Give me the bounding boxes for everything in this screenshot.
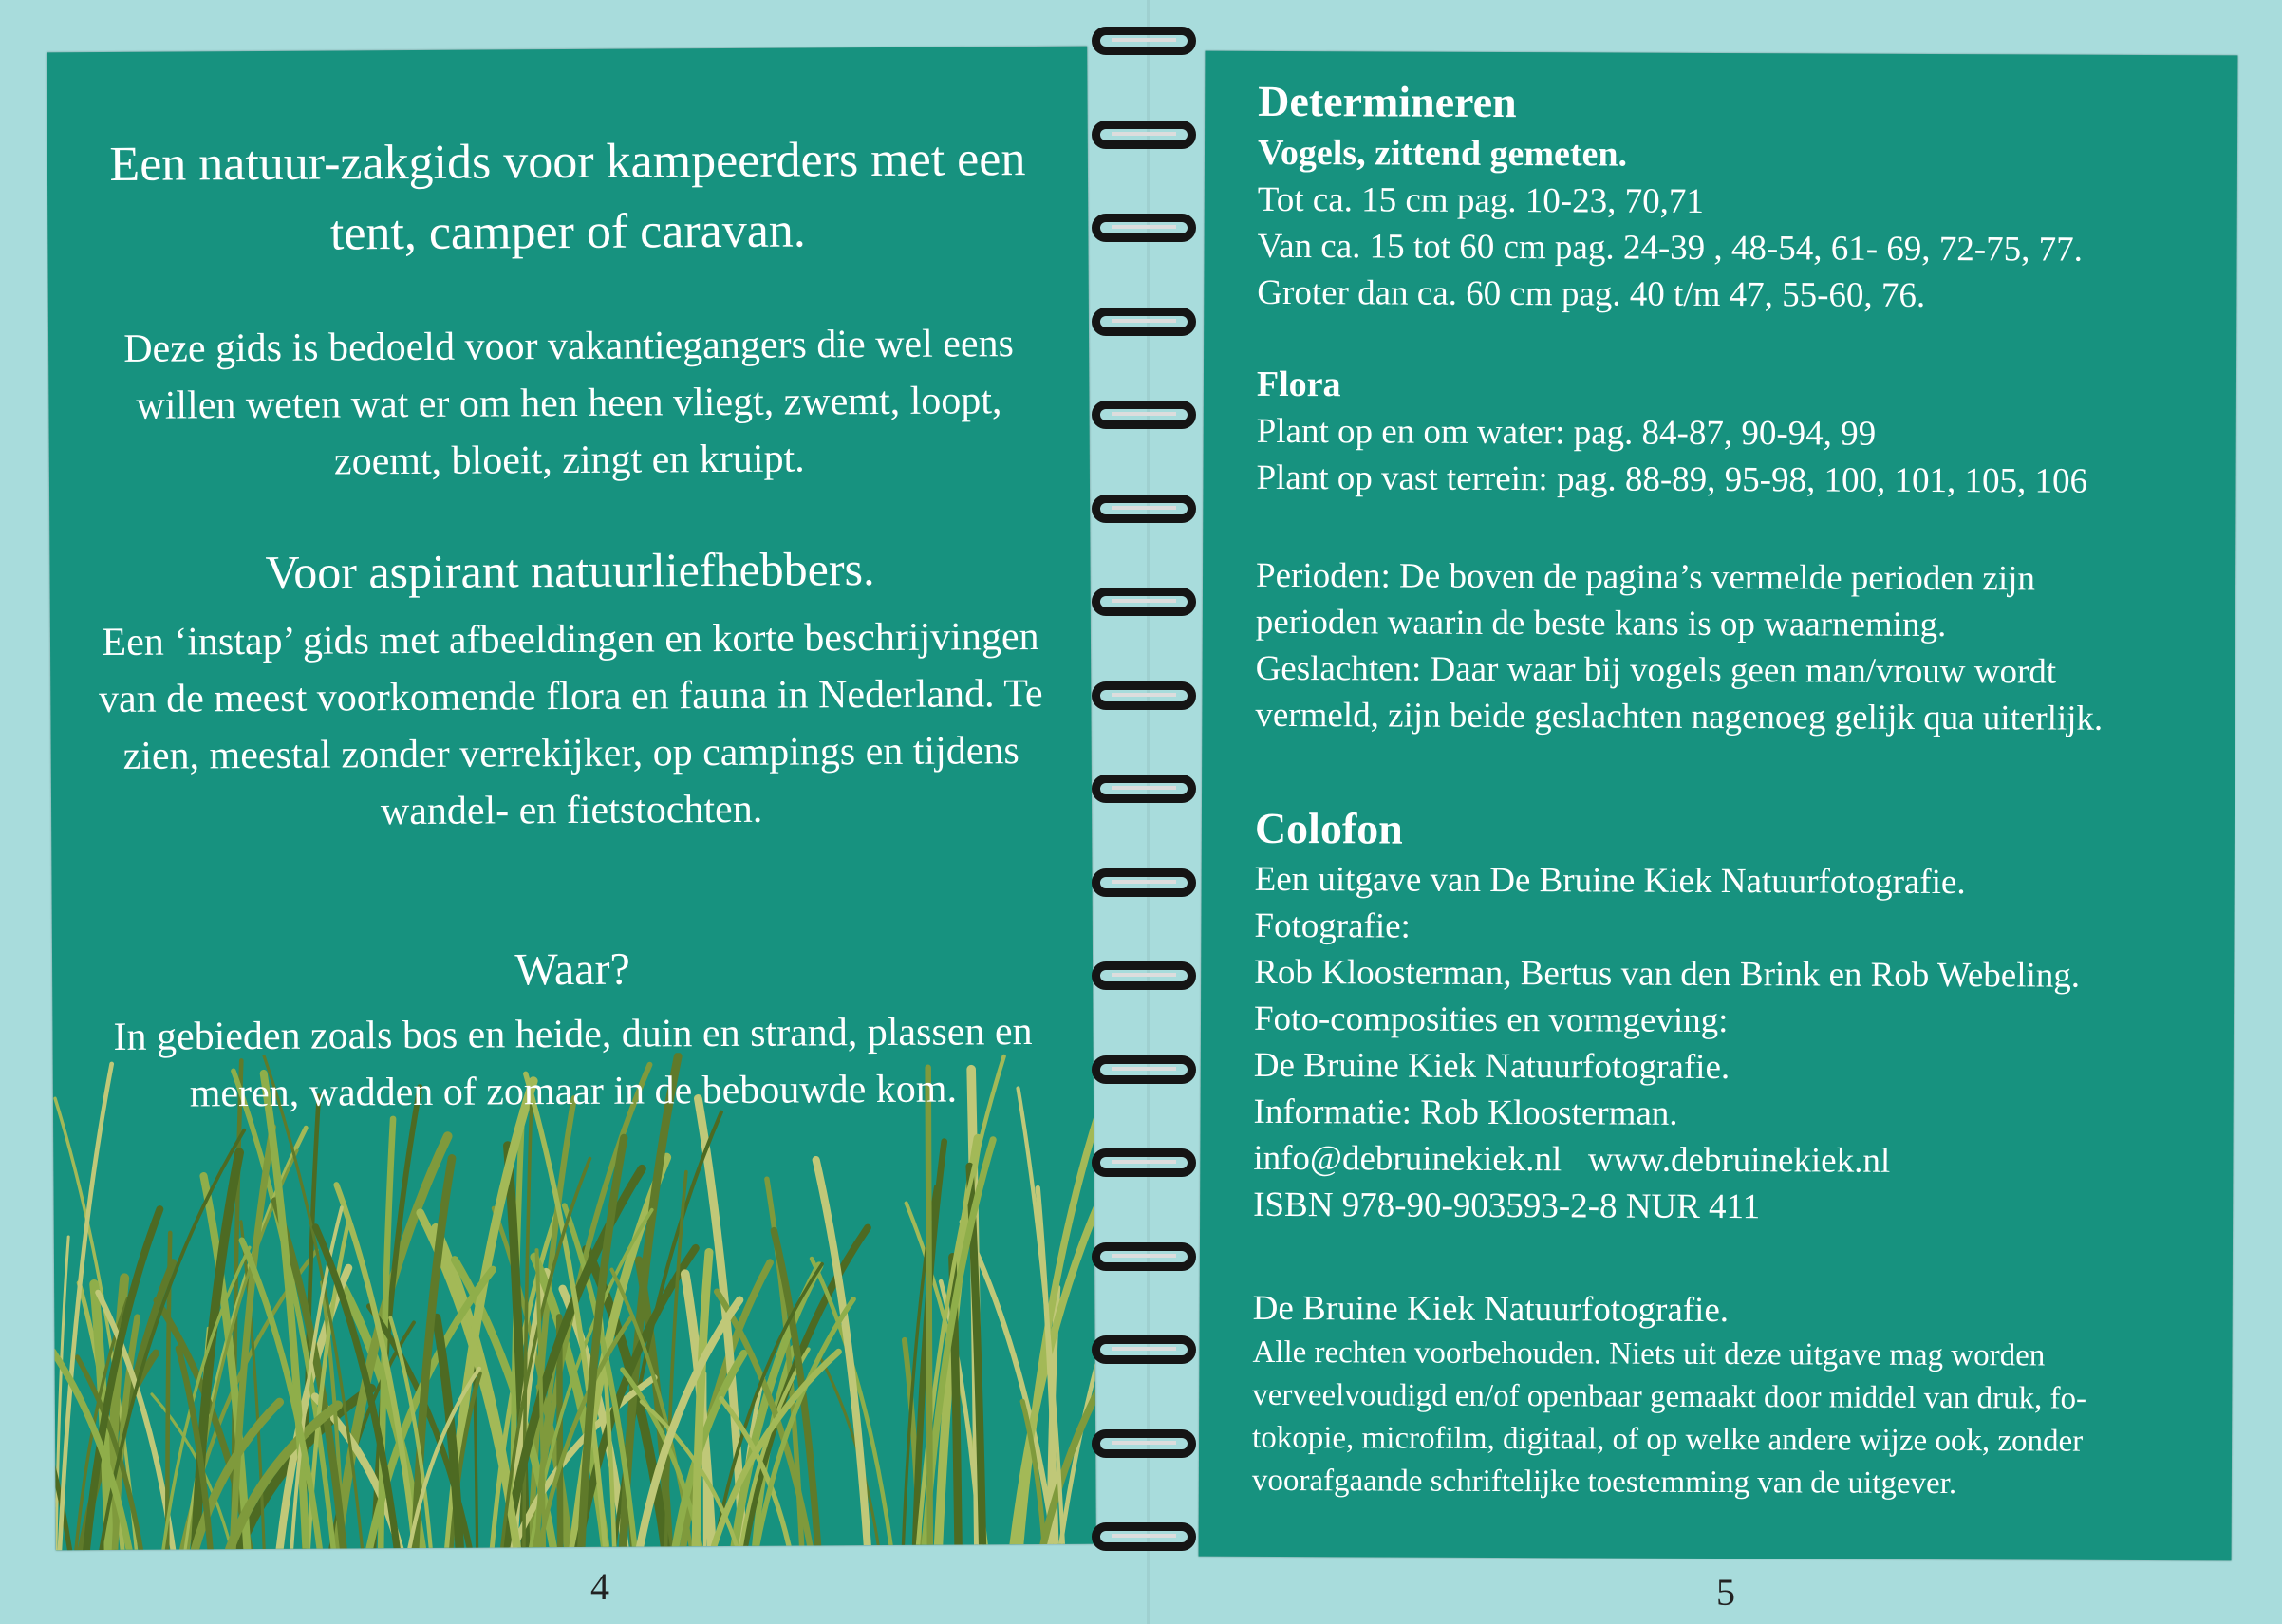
isbn-line: ISBN 978-90-903593-2-8 NUR 411	[1253, 1185, 1761, 1227]
size-line: Van ca. 15 tot 60 cm pag. 24-39 , 48-54, 61- 69, 72-75, 77.	[1257, 226, 2084, 270]
determineren-section	[1257, 74, 2218, 320]
binding-ring	[1092, 1242, 1196, 1271]
email-text: info@debruinekiek.nl	[1253, 1138, 1562, 1180]
binding-ring	[1092, 961, 1196, 990]
binding-ring	[1092, 214, 1196, 242]
binding-ring	[1092, 868, 1196, 897]
colofon-line: Foto-composities en vormgeving:	[1253, 999, 1729, 1041]
left-page	[47, 47, 1096, 1551]
note-line: vermeld, zijn beide geslachten nagenoeg gelijk qua uiterlijk.	[1255, 695, 2104, 738]
binding-ring	[1092, 1055, 1196, 1084]
colofon-line: De Bruine Kiek Natuurfotografie.	[1253, 1045, 1730, 1088]
flora-section	[1256, 361, 2217, 505]
rights-section	[1252, 1285, 2214, 1506]
page-number-left: 4	[590, 1565, 609, 1608]
flora-heading: Flora	[1256, 364, 1341, 405]
binding-ring	[1092, 308, 1196, 336]
colofon-heading: Colofon	[1254, 803, 1403, 853]
rights-line: Alle rechten voorbehouden. Niets uit deze uitgave mag worden	[1252, 1335, 2046, 1373]
grass-blade	[927, 1068, 931, 1545]
right-page	[1199, 51, 2238, 1561]
vogels-subheading: Vogels, zittend gemeten.	[1257, 132, 1628, 175]
colofon-line: Rob Kloosterman, Bertus van den Brink en Rob Webeling.	[1254, 952, 2081, 996]
binding-ring	[1092, 1148, 1196, 1177]
note-line: Perioden: De boven de pagina’s vermelde perioden zijn	[1255, 555, 2036, 599]
flora-line: Plant op en om water: pag. 84-87, 90-94, 99	[1256, 411, 1877, 454]
binding-ring	[1092, 588, 1196, 616]
spiral-binding	[1073, 19, 1215, 1623]
rights-line: verveelvoudigd en/of openbaar gemaakt door middel van druk, fo-	[1252, 1377, 2087, 1416]
colofon-section	[1253, 801, 2216, 1232]
binding-ring	[1092, 121, 1196, 149]
note-line: perioden waarin de beste kans is op waarneming.	[1255, 602, 1947, 645]
heading-waar: Waar?	[514, 943, 630, 996]
binding-ring	[1092, 401, 1196, 429]
note-line: Geslachten: Daar waar bij vogels geen man/vrouw wordt	[1255, 648, 2057, 692]
binding-ring	[1092, 775, 1196, 803]
rights-heading: De Bruine Kiek Natuurfotografie.	[1252, 1288, 1730, 1331]
waar-text: In gebieden zoals bos en heide, duin en strand, plassen en meren, wadden of zomaar in de bebouwde kom.	[113, 1010, 1033, 1116]
page-number-right: 5	[1716, 1571, 1735, 1614]
notes-section	[1255, 552, 2217, 742]
heading-aspirant: Voor aspirant natuurliefhebbers.	[265, 542, 875, 599]
size-line: Tot ca. 15 cm pag. 10-23, 70,71	[1257, 179, 1704, 221]
grass-illustration	[53, 1051, 1096, 1551]
colofon-line: Een uitgave van De Bruine Kiek Natuurfotografie.	[1254, 859, 1966, 903]
grass-blade	[819, 1354, 878, 1545]
website-text: www.debruinekiek.nl	[1587, 1140, 1891, 1181]
binding-ring	[1092, 1522, 1196, 1551]
flora-line: Plant op vast terrein: pag. 88-89, 95-98, 100, 101, 105, 106	[1256, 457, 2088, 501]
binding-ring	[1092, 1429, 1196, 1458]
binding-ring	[1092, 27, 1196, 55]
page-title: Een natuur-zakgids voor kampeerders met een tent, camper of caravan.	[109, 132, 1026, 261]
binding-ring	[1092, 681, 1196, 710]
determineren-heading: Determineren	[1258, 76, 1517, 127]
aspirant-text: Een ‘instap’ gids met afbeeldingen en korte beschrijvingen van de meest voorkomende flora en fauna in Nederland. Te zien, meestal zonder verrekijker, op campings en tijdens wandel- en fietstochten.	[98, 614, 1043, 834]
binding-ring	[1092, 1335, 1196, 1364]
rights-line: voorafgaande schriftelijke toestemming van de uitgever.	[1251, 1463, 1957, 1502]
size-line: Groter dan ca. 60 cm pag. 40 t/m 47, 55-60, 76.	[1257, 272, 1926, 315]
intro-text: Deze gids is bedoeld voor vakantiegangers die wel eens willen weten wat er om hen heen vliegt, zwemt, loopt, zoemt, bloeit, zingt en kruipt.	[123, 322, 1015, 484]
binding-ring	[1092, 495, 1196, 523]
colofon-line: Fotografie:	[1254, 905, 1411, 946]
rights-line: tokopie, microfilm, digitaal, of op welke andere wijze ook, zonder	[1252, 1420, 2084, 1459]
contact-line	[1253, 1135, 2214, 1185]
colofon-line: Informatie: Rob Kloosterman.	[1253, 1092, 1678, 1133]
